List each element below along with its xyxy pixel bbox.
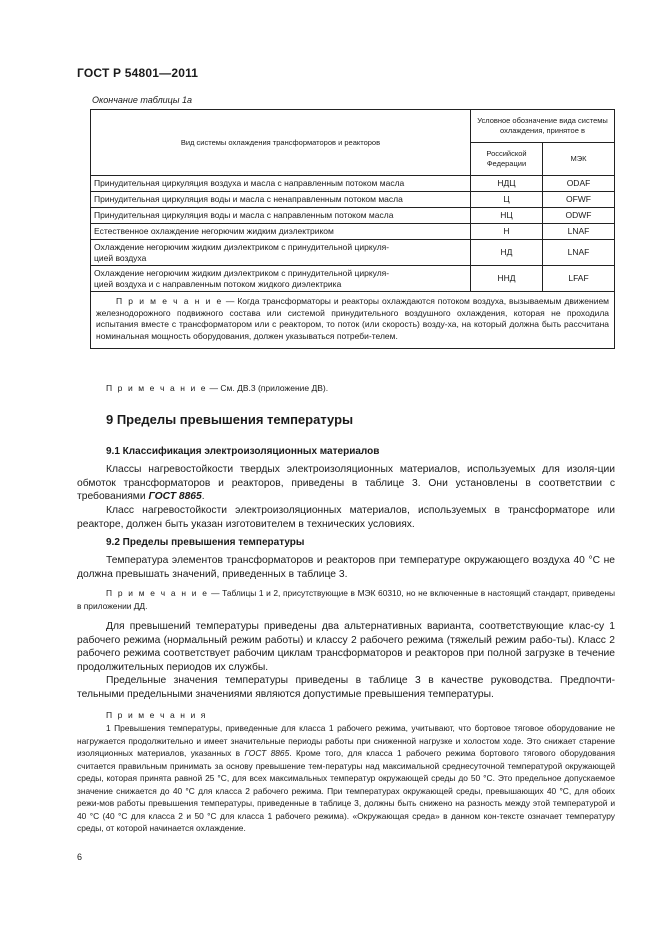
table-footnote xyxy=(106,383,328,393)
paragraph-9-1-classes xyxy=(77,463,615,504)
cell-cooling-type: Естественное охлаждение негорючим жидким диэлектриком xyxy=(91,224,471,240)
cell-iec-code: ODAF xyxy=(543,176,615,192)
cell-rf-code: Н xyxy=(471,224,543,240)
note-text: 1 Превышения температуры, приведенные для класса 1 рабочего режима, учитывают, что бортовое тяговое оборудование не нагружается продолжительно и имеет значительные периоды работы при сниженной нагрузке и холостом ходе. Это снижает старение изоляционных материалов, указанных в xyxy=(77,723,615,758)
note-label: П р и м е ч а н и е xyxy=(116,296,223,306)
table-note-row xyxy=(91,292,615,349)
note-text: — Таблицы 1 и 2, присутствующие в МЭК 60310, но не включенные в настоящий стандарт, приведены в приложении ДД. xyxy=(77,588,615,611)
cell-cooling-type: Принудительная циркуляция воды и масла с направленным потоком масла xyxy=(91,208,471,224)
table-header-designation: Условное обозначение вида системы охлаждения, принятое в xyxy=(471,110,615,143)
cell-cooling-type: Принудительная циркуляция воды и масла с ненаправленным потоком масла xyxy=(91,192,471,208)
cooling-systems-table xyxy=(90,109,615,349)
cell-cooling-type: Охлаждение негорючим жидким диэлектриком с принудительной циркуля- цией воздуха xyxy=(91,240,471,266)
section-9-heading: 9 Пределы превышения температуры xyxy=(106,412,354,427)
cell-rf-code: ННД xyxy=(471,266,543,292)
gost-reference: ГОСТ 8865 xyxy=(148,491,202,503)
subsection-9-2-heading: 9.2 Пределы превышения температуры xyxy=(106,537,305,548)
cell-cooling-type: Принудительная циркуляция воздуха и масла с направленным потоком масла xyxy=(91,176,471,192)
page-number: 6 xyxy=(77,852,83,862)
cell-cooling-type: Охлаждение негорючим жидким диэлектриком с принудительной циркуля- цией воздуха и с направленным потоком жидкого диэлектрика xyxy=(91,266,471,292)
footnote-label: П р и м е ч а н и е xyxy=(106,383,208,393)
table-header-iec: МЭК xyxy=(543,143,615,176)
paragraph-9-1-manufacturer: Класс нагревостойкости электроизоляционных материалов, используемых в трансформаторе или реакторе, должен быть указан изготовителем в технических условиях. xyxy=(77,505,615,530)
footnote-text: — См. ДВ.3 (приложение ДВ). xyxy=(207,383,329,393)
paragraph-9-2-temperature: Температура элементов трансформаторов и реакторов при температуре окружающего воздуха 40 °С не должна превышать значений, приведенных в таблице 3. xyxy=(77,555,615,580)
table-row xyxy=(91,266,615,292)
note-text: — Когда трансформаторы и реакторы охлаждаются потоком воздуха, вызываемым движением железнодорожного подвижного состава или системой принудительного воздушного охлаждения, которая не проходила испытания вместе с трансформатором или с реактором, то поток (или скорость) возду-ха, на который должна быть рассчитана номинальная мощность оборудования, должен указываться потреби-телем. xyxy=(96,296,610,341)
notes-heading: П р и м е ч а н и я xyxy=(106,710,208,720)
cell-iec-code: LFAF xyxy=(543,266,615,292)
cell-iec-code: ODWF xyxy=(543,208,615,224)
cell-rf-code: Ц xyxy=(471,192,543,208)
cell-rf-code: НД xyxy=(471,240,543,266)
paragraph-text: Классы нагревостойкости твердых электроизоляционных материалов, используемых для изоля-ции обмоток трансформаторов и реакторов, приведены в таблице 3. Они установлены в соответствии с требованиями xyxy=(77,464,615,503)
cell-rf-code: НЦ xyxy=(471,208,543,224)
paragraph-text-end: . xyxy=(201,491,205,503)
note-9-2 xyxy=(77,587,615,612)
subsection-9-1-heading: 9.1 Классификация электроизоляционных материалов xyxy=(106,446,380,457)
note-label: П р и м е ч а н и е xyxy=(106,588,209,598)
cell-rf-code: НДЦ xyxy=(471,176,543,192)
table-caption: Окончание таблицы 1а xyxy=(92,95,192,105)
table-row xyxy=(91,240,615,266)
paragraph-9-2-limits: Предельные значения температуры приведены в таблице 3 в качестве руководства. Предпочти-тельными предельными значениями являются допустимые превышения температуры. xyxy=(77,675,615,700)
paragraph-9-2-variants: Для превышений температуры приведены два альтернативных варианта, соответствующие клас-су 1 рабочего режима (нормальный режим работы) и классу 2 рабочего режима (тяжелый режим рабо-ты). Класс 2 рабочего режима соответствует рабочим циклам трансформаторов и реакторов при полной загрузке в течение продолжительных периодов их службы. xyxy=(77,621,615,673)
table-note xyxy=(91,292,615,349)
table-header-russian-federation: Российской Федерации xyxy=(471,143,543,176)
table-row xyxy=(91,192,615,208)
table-header-cooling-type: Вид системы охлаждения трансформаторов и реакторов xyxy=(91,110,471,176)
gost-reference: ГОСТ 8865 xyxy=(244,748,290,758)
table-row xyxy=(91,224,615,240)
note-1-paragraph xyxy=(77,722,615,835)
cell-iec-code: OFWF xyxy=(543,192,615,208)
cell-iec-code: LNAF xyxy=(543,240,615,266)
standard-code-header: ГОСТ Р 54801—2011 xyxy=(77,66,199,80)
table-row xyxy=(91,208,615,224)
note-text-end: . Кроме того, для класса 1 рабочего режима бортового тягового оборудования считается правильным принимать за основу превышение тем-пературы над максимальной среднесуточной температурой окружающей среды, которая принята равной 25 °С, для всех максимальных температур окружающей среды до 50 °С. Это предельное допускаемое значение снижается до 40 °С для класса 2 рабочего режима. При температурах окружающей среды, превышающих 40 °С, для обоих режи-мов работы превышения температуры, приведенные в таблице 3, должны быть снижено на разность между этой температурой и 40 °С (40 °С для класса 2 и 50 °С для класса 1 рабочего режима). «Окружающая среда» в данном кон-тексте означает температуру среды, от которой начинается охлаждение. xyxy=(77,748,615,833)
table-row xyxy=(91,176,615,192)
cell-iec-code: LNAF xyxy=(543,224,615,240)
